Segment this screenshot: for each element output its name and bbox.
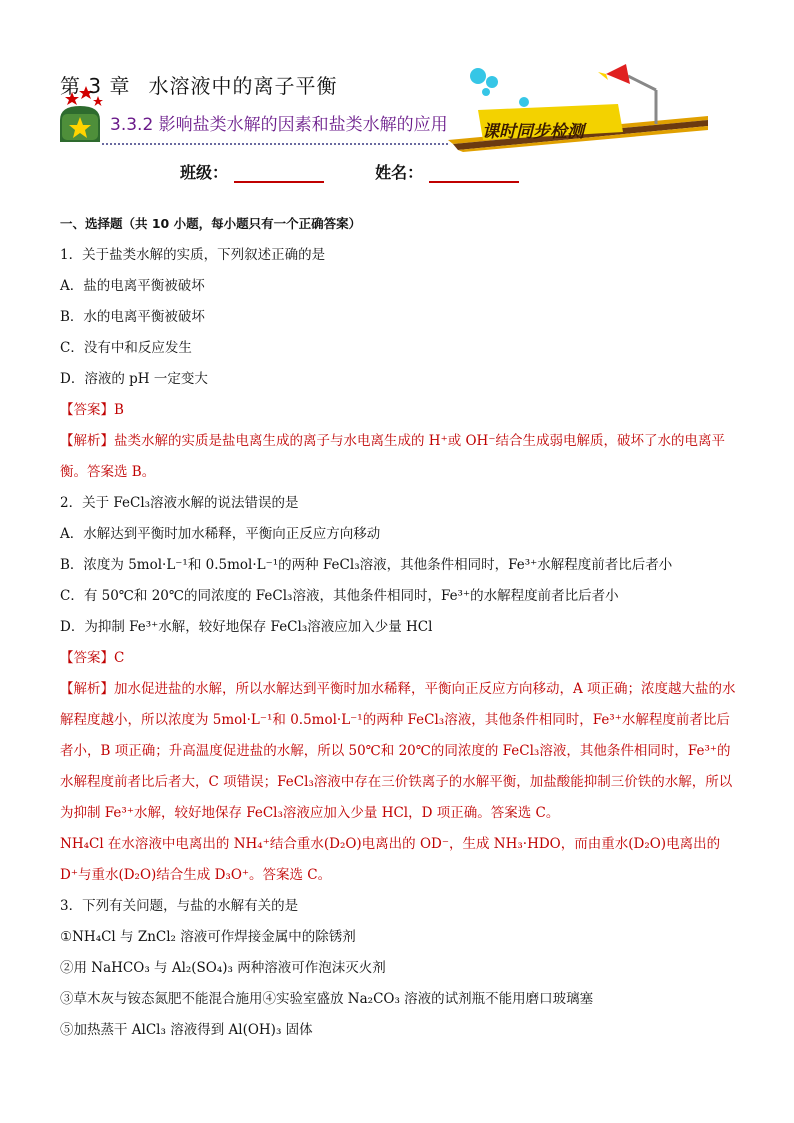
section-title: 3.3.2 影响盐类水解的因素和盐类水解的应用 xyxy=(110,115,448,135)
question-1-analysis xyxy=(60,426,740,488)
document-body xyxy=(60,208,740,1046)
analysis-label: 【解析】 xyxy=(60,433,114,449)
section-heading: 一、选择题（共 10 小题，每小题只有一个正确答案） xyxy=(60,216,362,231)
question-1-option-d: D．溶液的 pH 一定变大 xyxy=(60,371,208,387)
chapter-name: 水溶液中的离子平衡 xyxy=(148,74,338,98)
class-blank[interactable] xyxy=(234,165,324,183)
chapter-prefix: 第 3 章 xyxy=(60,74,131,98)
bubbles-icon xyxy=(470,68,529,107)
student-info-line xyxy=(180,160,519,183)
question-2-stem: 2．关于 FeCl₃溶液水解的说法错误的是 xyxy=(60,495,299,511)
question-2-option-a: A．水解达到平衡时加水稀释，平衡向正反应方向移动 xyxy=(60,526,381,542)
question-1-stem: 1．关于盐类水解的实质，下列叙述正确的是 xyxy=(60,247,326,263)
question-3-item-3-4: ③草木灰与铵态氮肥不能混合施用④实验室盛放 Na₂CO₃ 溶液的试剂瓶不能用磨口玻璃塞 xyxy=(60,991,594,1007)
question-3-item-1: ①NH₄Cl 与 ZnCl₂ 溶液可作焊接金属中的除锈剂 xyxy=(60,929,356,945)
question-3-item-5: ⑤加热蒸干 AlCl₃ 溶液得到 Al(OH)₃ 固体 xyxy=(60,1022,313,1038)
badge-label: 课时同步检测 xyxy=(482,122,584,142)
question-1-option-b: B．水的电离平衡被破坏 xyxy=(60,309,205,325)
question-2-option-c: C．有 50℃和 20℃的同浓度的 FeCl₃溶液，其他条件相同时，Fe³⁺的水解程度前者比后者小 xyxy=(60,588,619,604)
question-1-option-a: A．盐的电离平衡被破坏 xyxy=(60,278,205,294)
analysis-text: 盐类水解的实质是盐电离生成的离子与水电离生成的 H⁺或 OH⁻结合生成弱电解质，破坏了水的电离平衡。答案选 B。 xyxy=(60,433,725,480)
analysis-label: 【解析】 xyxy=(60,681,114,697)
chapter-title xyxy=(60,70,337,99)
question-1-option-c: C．没有中和反应发生 xyxy=(60,340,192,356)
question-3-stem: 3．下列有关问题，与盐的水解有关的是 xyxy=(60,898,299,914)
question-2-analysis xyxy=(60,674,740,829)
question-2-option-b: B．浓度为 5mol·L⁻¹和 0.5mol·L⁻¹的两种 FeCl₃溶液，其他条件相同时，Fe³⁺水解程度前者比后者小 xyxy=(60,557,673,573)
question-2-answer: 【答案】C xyxy=(60,650,125,666)
badge-logo-icon xyxy=(60,106,100,142)
question-2-option-d: D．为抑制 Fe³⁺水解，较好地保存 FeCl₃溶液应加入少量 HCl xyxy=(60,619,433,635)
name-label: 姓名： xyxy=(375,163,424,182)
name-blank[interactable] xyxy=(429,165,519,183)
question-1-answer: 【答案】B xyxy=(60,402,124,418)
analysis-text: 加水促进盐的水解，所以水解达到平衡时加水稀释，平衡向正反应方向移动，A 项正确；浓度越大盐的水解程度越小，所以浓度为 5mol·L⁻¹和 0.5mol·L⁻¹的两种 FeCl₃溶液，其他条件相同时，Fe³⁺水解程度前者比后者小，B 项正确；升高温度促进盐的水解，所以 50℃和 20℃的同浓度的 FeCl₃溶液，其他条件相同时，Fe³⁺的水解程度前者比后者大，C 项错误；FeCl₃溶液中存在三价铁离子的水解平衡，加盐酸能抑制三价铁的水解，所以为抑制 Fe³⁺水解，较好地保存 FeCl₃溶液应加入少量 HCl，D 项正确。答案选 C。 xyxy=(60,681,736,821)
class-label: 班级： xyxy=(180,163,229,182)
question-3-item-2: ②用 NaHCO₃ 与 Al₂(SO₄)₃ 两种溶液可作泡沫灭火剂 xyxy=(60,960,386,976)
question-2-extra-note: NH₄Cl 在水溶液中电离出的 NH₄⁺结合重水(D₂O)电离出的 OD⁻，生成 NH₃·HDO，而由重水(D₂O)电离出的 D⁺与重水(D₂O)结合生成 D₃O⁺。答案选 C。 xyxy=(60,836,721,883)
